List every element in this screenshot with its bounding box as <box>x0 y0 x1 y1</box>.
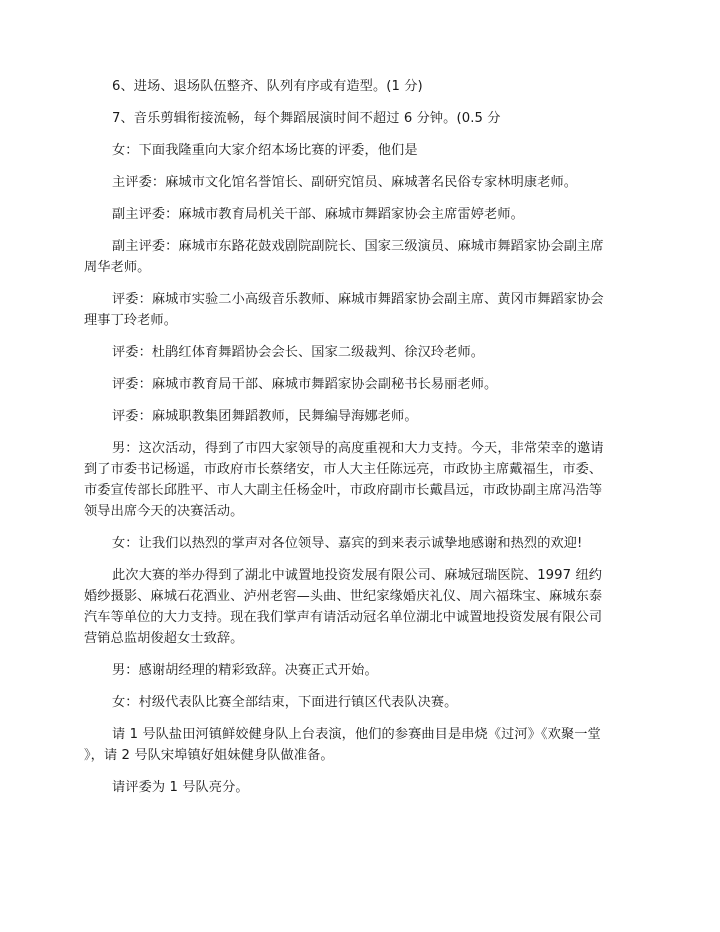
deputy-chief-judge-1 <box>84 204 644 225</box>
sponsors-paragraph <box>84 565 644 649</box>
text-line: 副主评委：麻城市教育局机关干部、麻城市舞蹈家协会主席雷婷老师。 <box>112 207 524 222</box>
judges-intro <box>84 140 644 161</box>
text-line: 营销总监胡俊超女士致辞。 <box>84 631 244 646</box>
text-line: 市委宣传部长邱胜平、市人大副主任杨金叶，市政府副市长戴昌远，市政协副主席冯浩等 <box>84 483 603 498</box>
text-line: 主评委：麻城市文化馆名誉馆长、副研究馆员、麻城著名民俗专家林明康老师。 <box>112 175 578 190</box>
text-line: 女：让我们以热烈的掌声对各位领导、嘉宾的到来表示诚挚地感谢和热烈的欢迎! <box>112 536 583 551</box>
text-line: 》，请 2 号队宋埠镇好姐妹健身队做准备。 <box>84 748 334 763</box>
final-start <box>84 660 644 681</box>
text-line: 领导出席今天的决赛活动。 <box>84 504 244 519</box>
judge-xu-hanling <box>84 342 644 363</box>
chief-judge <box>84 172 644 193</box>
criteria-item-6 <box>84 76 644 97</box>
text-line: 请 1 号队盐田河镇鲜姣健身队上台表演，他们的参赛曲目是串烧《过河》《欢聚一堂 <box>112 727 601 742</box>
text-line: 男：这次活动，得到了市四大家领导的高度重视和大力支持。今天，非常荣幸的邀请 <box>112 441 604 456</box>
criteria-item-7 <box>84 108 644 129</box>
judge-hai-na <box>84 406 644 427</box>
text-line: 婚纱摄影、麻城石花酒业、泸州老窖—头曲、世纪家缘婚庆礼仪、周六福珠宝、麻城东泰 <box>84 589 603 604</box>
team-1-scoring <box>84 777 644 798</box>
document-page <box>84 76 644 809</box>
text-line: 请评委为 1 号队亮分。 <box>112 780 249 795</box>
text-line: 评委：麻城职教集团舞蹈教师，民舞编导海娜老师。 <box>112 409 418 424</box>
text-line: 此次大赛的举办得到了湖北中诚置地投资发展有限公司、麻城冠瑞医院、1997 纽约 <box>112 568 603 583</box>
judge-yi-li <box>84 374 644 395</box>
text-line: 6、进场、退场队伍整齐、队列有序或有造型。(1 分) <box>112 79 423 94</box>
text-line: 男：感谢胡经理的精彩致辞。决赛正式开始。 <box>112 663 378 678</box>
leaders-welcome <box>84 438 644 522</box>
team-1-call <box>84 724 644 766</box>
deputy-chief-judge-2 <box>84 236 644 278</box>
text-line: 女：村级代表队比赛全部结束，下面进行镇区代表队决赛。 <box>112 695 458 710</box>
text-line: 评委：麻城市教育局干部、麻城市舞蹈家协会副秘书长易丽老师。 <box>112 377 498 392</box>
judge-ding-ling <box>84 289 644 331</box>
text-line: 女：下面我隆重向大家介绍本场比赛的评委，他们是 <box>112 143 418 158</box>
text-line: 到了市委书记杨遥，市政府市长蔡绪安，市人大主任陈远亮，市政协主席戴福生，市委、 <box>84 462 603 477</box>
text-line: 评委：麻城市实验二小高级音乐教师、麻城市舞蹈家协会副主席、黄冈市舞蹈家协会 <box>112 292 604 307</box>
town-final-intro <box>84 692 644 713</box>
text-line: 汽车等单位的大力支持。现在我们掌声有请活动冠名单位湖北中诚置地投资发展有限公司 <box>84 610 603 625</box>
text-line: 理事丁玲老师。 <box>84 313 178 328</box>
text-line: 周华老师。 <box>84 260 151 275</box>
text-line: 评委：杜鹃红体育舞蹈协会会长、国家二级裁判、徐汉玲老师。 <box>112 345 485 360</box>
text-line: 副主评委：麻城市东路花鼓戏剧院副院长、国家三级演员、麻城市舞蹈家协会副主席 <box>112 239 604 254</box>
text-line: 7、音乐剪辑衔接流畅，每个舞蹈展演时间不超过 6 分钟。(0.5 分 <box>112 111 501 126</box>
applause-welcome <box>84 533 644 554</box>
